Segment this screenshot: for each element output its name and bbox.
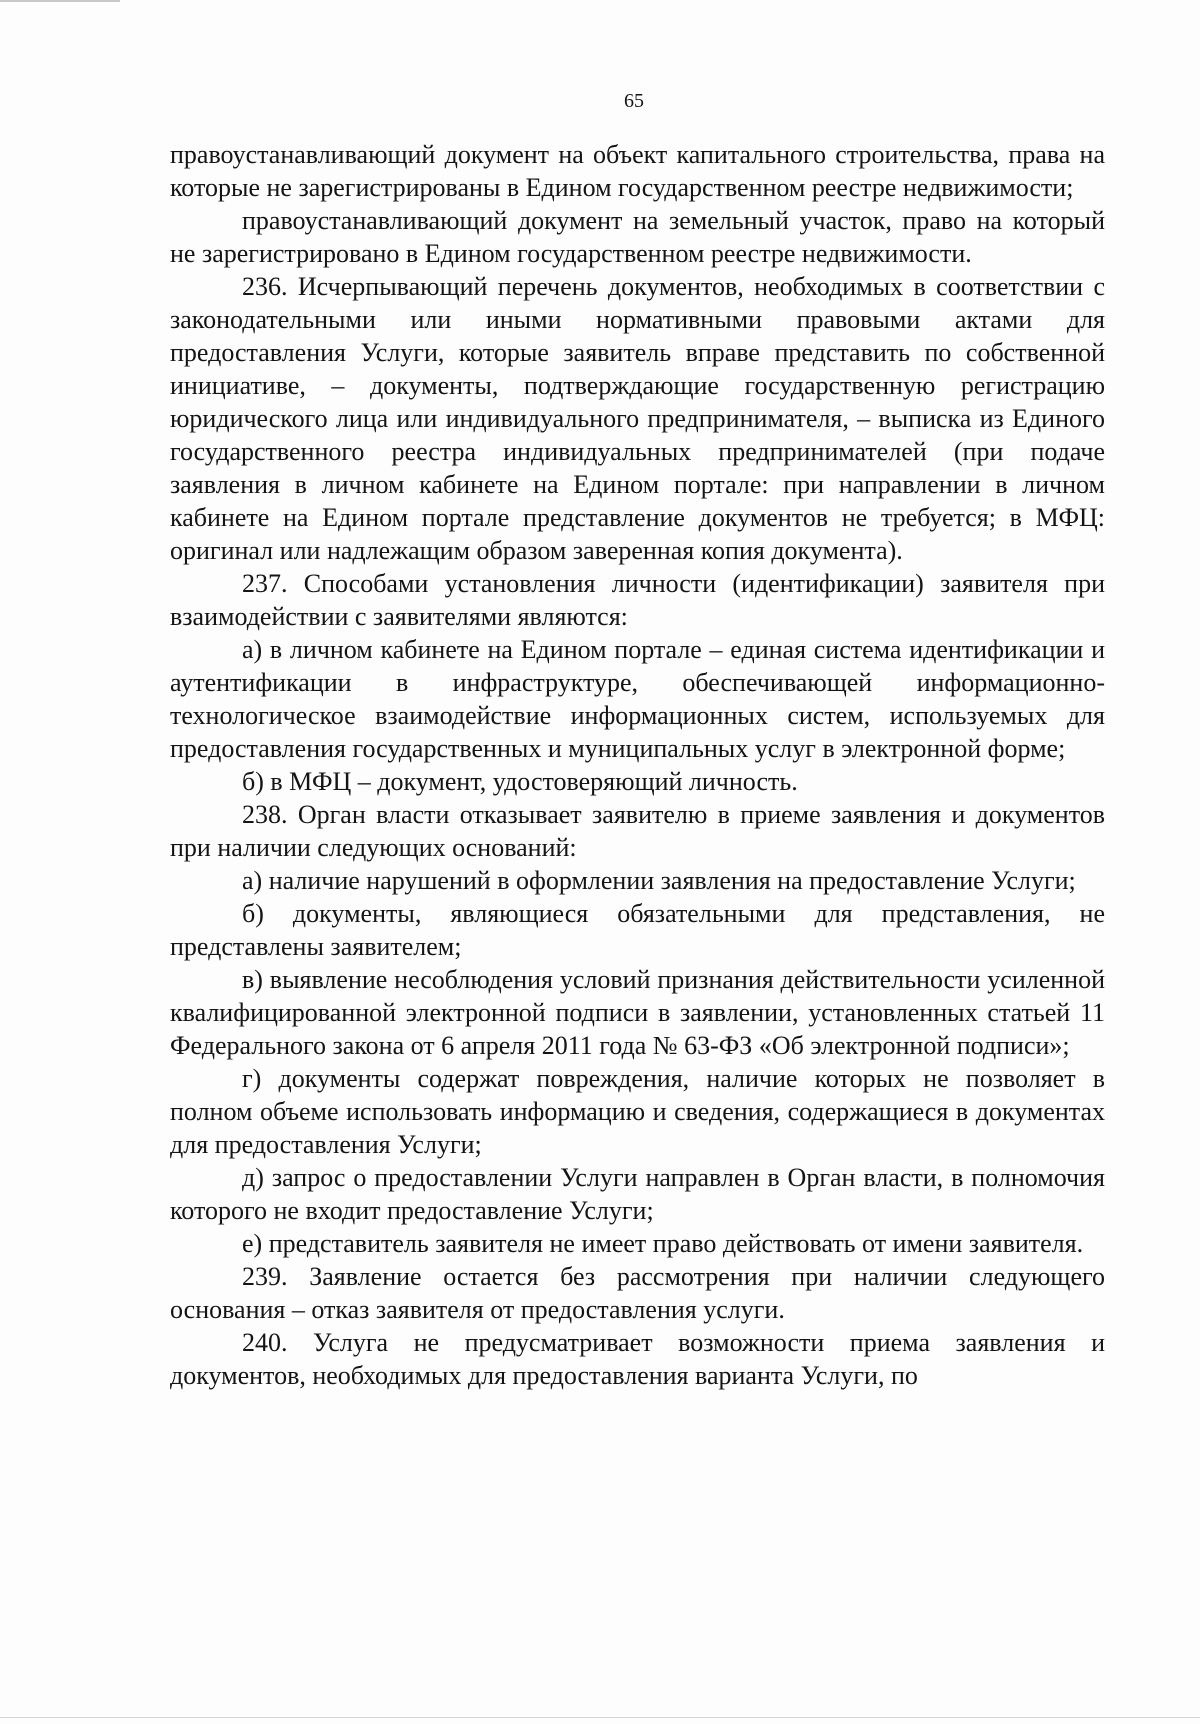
paragraph-240: 240. Услуга не предусматривает возможности приема заявления и документов, необходимых для предоставления варианта Услуги, по [170,1328,1105,1390]
document-body [170,138,1105,1392]
scan-edge-top [0,0,120,2]
paragraph-239: 239. Заявление остается без рассмотрения при наличии следующего основания – отказ заявителя от предоставления услуги. [170,1262,1105,1324]
paragraph-title-document-land-plot: правоустанавливающий документ на земельный участок, право на который не зарегистрировано в Едином государственном реестре недвижимости. [170,206,1105,268]
paragraph-237-b: б) в МФЦ – документ, удостоверяющий личность. [242,767,798,796]
paragraph-238-d: д) запрос о предоставлении Услуги направлен в Орган власти, в полномочия которого не входит предоставление Услуги; [170,1163,1105,1225]
paragraph-236: 236. Исчерпывающий перечень документов, необходимых в соответствии с законодательными или иными нормативными правовыми актами для предоставления Услуги, которые заявитель вправе представить по собственной инициативе, – документы, подтверждающие государственную регистрацию юридического лица или индивидуального предпринимателя, – выписка из Единого государственного реестра индивидуальных предпринимателей (при подаче заявления в личном кабинете на Едином портале: при направлении в личном кабинете на Едином портале представление документов не требуется; в МФЦ: оригинал или надлежащим образом заверенная копия документа). [170,272,1105,565]
paragraph-237-a: а) в личном кабинете на Едином портале – единая система идентификации и аутентификации в инфраструктуре, обеспечивающей информационно-технологическое взаимодействие информационных систем, используемых для предоставления государственных и муниципальных услуг в электронной форме; [170,635,1105,763]
paragraph-238-a: а) наличие нарушений в оформлении заявления на предоставление Услуги; [242,866,1076,895]
paragraph-238-e: е) представитель заявителя не имеет право действовать от имени заявителя. [242,1229,1084,1258]
scan-edge-bottom [0,1717,1200,1718]
paragraph-238: 238. Орган власти отказывает заявителю в приеме заявления и документов при наличии следующих оснований: [170,800,1105,862]
paragraph-237: 237. Способами установления личности (идентификации) заявителя при взаимодействии с заявителями являются: [170,569,1105,631]
paragraph-title-document-capital-construction: правоустанавливающий документ на объект капитального строительства, права на которые не зарегистрированы в Едином государственном реестре недвижимости; [170,140,1105,202]
page-number: 65 [624,90,644,112]
paragraph-238-g: г) документы содержат повреждения, наличие которых не позволяет в полном объеме использовать информацию и сведения, содержащиеся в документах для предоставления Услуги; [170,1064,1105,1159]
paragraph-238-v: в) выявление несоблюдения условий признания действительности усиленной квалифицированной электронной подписи в заявлении, установленных статьей 11 Федерального закона от 6 апреля 2011 года № 63-ФЗ «Об электронной подписи»; [170,965,1105,1060]
paragraph-238-b: б) документы, являющиеся обязательными для представления, не представлены заявителем; [170,899,1105,961]
